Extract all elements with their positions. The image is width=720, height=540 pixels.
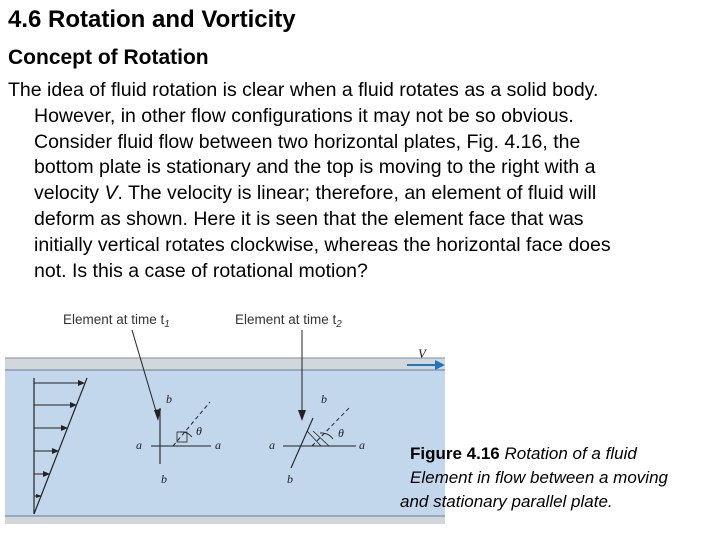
- svg-text:b: b: [287, 472, 293, 486]
- body-text-fragment: velocity: [34, 182, 105, 205]
- figure-4-16: [5, 306, 445, 524]
- svg-text:a: a: [136, 438, 142, 452]
- bottom-plate: [5, 516, 445, 524]
- top-plate: [5, 358, 445, 370]
- body-line: bottom plate is stationary and the top is moving to the right with a: [34, 156, 596, 179]
- figure-diagram: [5, 306, 445, 524]
- slide-subtitle: Concept of Rotation: [8, 46, 209, 69]
- body-line: The idea of fluid rotation is clear when a fluid rotates as a solid body.: [8, 79, 599, 101]
- figure-caption: [400, 442, 668, 514]
- body-line: deform as shown. Here it is seen that the element face that was: [34, 207, 584, 230]
- svg-text:a: a: [215, 438, 221, 452]
- fluid-region: [5, 370, 445, 520]
- svg-text:θ: θ: [196, 424, 202, 438]
- caption-figure-number: Figure 4.16: [410, 444, 500, 463]
- body-line: Consider fluid flow between two horizontal plates, Fig. 4.16, the: [34, 130, 581, 153]
- svg-text:a: a: [269, 438, 275, 452]
- caption-text: Rotation of a fluid: [499, 444, 637, 463]
- svg-text:a: a: [359, 438, 365, 452]
- body-line: initially vertical rotates clockwise, whereas the horizontal face does: [34, 233, 611, 256]
- svg-text:b: b: [166, 392, 172, 406]
- body-line: [8, 181, 708, 207]
- body-paragraph: [8, 78, 708, 284]
- svg-text:b: b: [161, 472, 167, 486]
- velocity-label: V: [418, 346, 426, 361]
- body-line: not. Is this a case of rotational motion?: [34, 259, 368, 282]
- caption-line: and stationary parallel plate.: [400, 492, 613, 511]
- slide-title: 4.6 Rotation and Vorticity: [8, 6, 296, 33]
- label-element-t2: Element at time $t_2$: [235, 312, 342, 330]
- body-text-fragment: . The velocity is linear; therefore, an element of fluid will: [117, 182, 597, 205]
- label-element-t1: Element at time $t_1$: [63, 312, 170, 330]
- svg-text:b: b: [321, 392, 327, 406]
- body-line: However, in other flow configurations it may not be so obvious.: [34, 104, 574, 127]
- svg-text:θ: θ: [338, 426, 344, 440]
- caption-line: [400, 442, 668, 466]
- velocity-symbol: V: [104, 182, 118, 205]
- caption-line: Element in flow between a moving: [410, 468, 668, 487]
